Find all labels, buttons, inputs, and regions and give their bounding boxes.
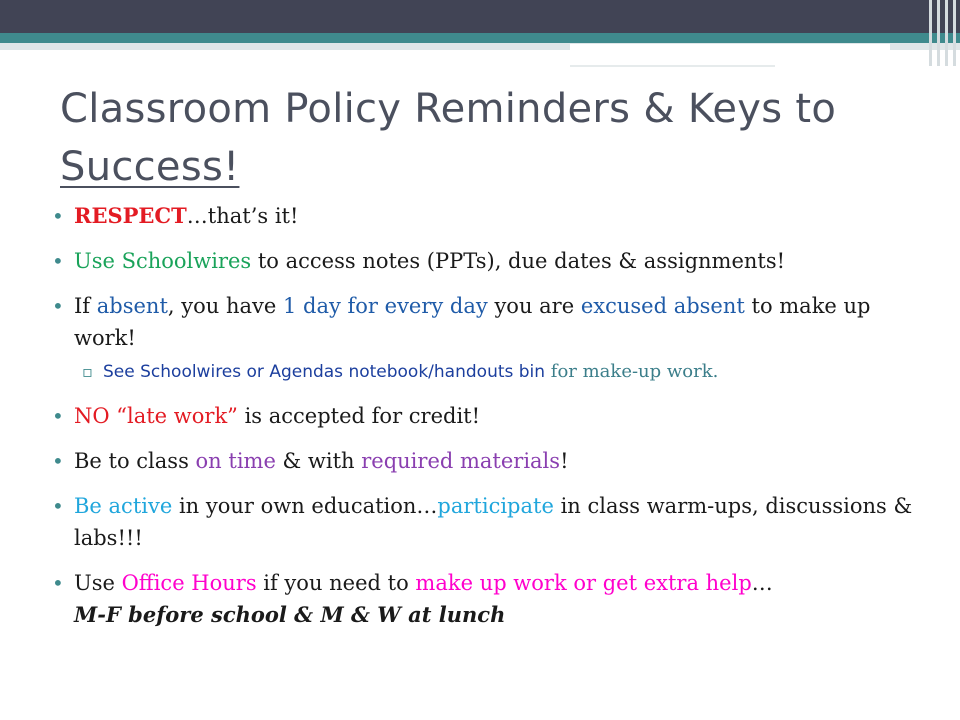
title-line-1: Classroom Policy Reminders & Keys to	[60, 86, 837, 132]
bullet-be-active	[52, 490, 932, 554]
late-highlight: NO “late work”	[74, 404, 238, 428]
time-text-3: !	[560, 449, 569, 473]
schoolwires-text: to access notes (PPTs), due dates & assignments!	[251, 249, 786, 273]
office-ellipsis: …	[751, 571, 773, 595]
sub-highlight: Schoolwires or Agendas notebook/handouts bin	[140, 362, 546, 382]
extra-help-phrase: make up work or get extra help	[415, 571, 752, 595]
sub-text: for make-up work.	[545, 361, 719, 382]
absent-word: absent	[96, 294, 168, 318]
office-text-1: Use	[74, 571, 122, 595]
on-time-phrase: on time	[195, 449, 276, 473]
participate-word: participate	[437, 494, 554, 518]
absent-text-4: to make up work!	[74, 294, 871, 350]
header-stripe	[0, 33, 960, 43]
one-day-phrase: 1 day for every day	[282, 294, 488, 318]
absent-text-3: you are	[487, 294, 581, 318]
office-schedule: M-F before school & M & W at lunch	[74, 602, 506, 627]
title-line-2: Success!	[60, 144, 240, 190]
excused-absent-phrase: excused absent	[580, 294, 745, 318]
schoolwires-highlight: Use Schoolwires	[74, 249, 252, 273]
slide-title	[60, 80, 920, 196]
bullet-absent	[52, 290, 932, 354]
late-text: is accepted for credit!	[237, 404, 481, 428]
office-hours-phrase: Office Hours	[121, 571, 257, 595]
active-text-1: in your own education…	[172, 494, 438, 518]
header-accent-small	[570, 51, 775, 67]
decorative-lines	[924, 0, 960, 66]
time-text-2: & with	[275, 449, 362, 473]
header-accent	[570, 44, 890, 51]
bullet-office-hours	[52, 567, 932, 631]
bullet-schoolwires	[52, 245, 932, 277]
respect-text: …that’s it!	[186, 204, 299, 228]
bullet-list	[52, 200, 932, 631]
time-text-1: Be to class	[74, 449, 196, 473]
absent-text-2: , you have	[167, 294, 283, 318]
active-text-2: in class warm-ups, discussions & labs!!!	[74, 494, 913, 550]
bullet-on-time	[52, 445, 932, 477]
office-text-2: if you need to	[256, 571, 416, 595]
sub-bullet-makeup	[82, 358, 932, 386]
sub-prefix: See	[103, 362, 141, 382]
absent-text-1: If	[74, 294, 97, 318]
be-active-phrase: Be active	[74, 494, 173, 518]
materials-phrase: required materials	[361, 449, 561, 473]
respect-word: RESPECT	[74, 203, 187, 228]
bullet-respect	[52, 200, 932, 232]
bullet-late-work	[52, 400, 932, 432]
header-band	[0, 0, 960, 33]
